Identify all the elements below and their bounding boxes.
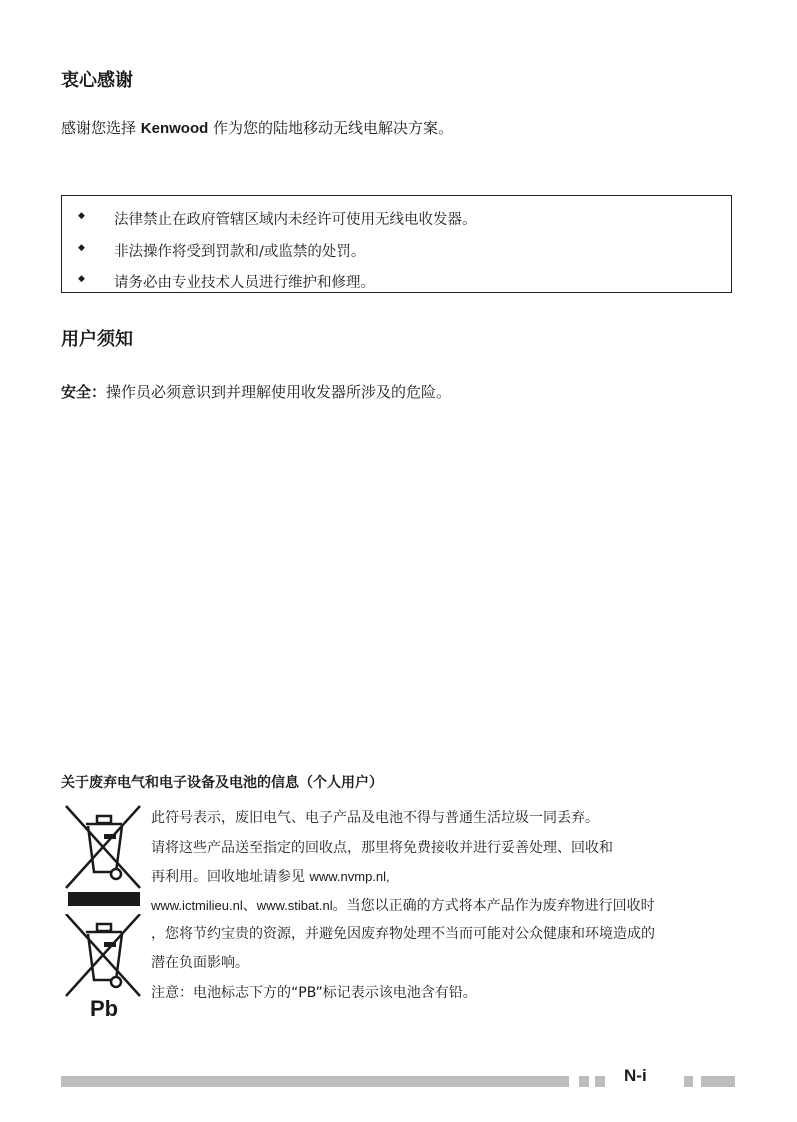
thanks-text-before: 感谢您选择 — [61, 119, 141, 137]
safety-body: 操作员必须意识到并理解使用收发器所涉及的危险。 — [106, 383, 452, 401]
footer-bar-segment — [579, 1076, 589, 1087]
notice-text: 请务必由专业技术人员进行维护和修理。 — [114, 275, 375, 291]
brand-name: Kenwood — [140, 120, 209, 137]
recycling-url-stibat: www.stibat.nl — [256, 898, 333, 913]
pb-label: Pb — [89, 996, 119, 1020]
weee-line: 请将这些产品送至指定的回收点，那里将免费接收并进行妥善处理、回收和 — [151, 840, 613, 856]
weee-line: 潜在负面影响。 — [151, 955, 249, 971]
url-separator: 、 — [242, 898, 257, 914]
recycling-url-nvmp: www.nvmp.nl, — [309, 869, 390, 884]
thanks-text-after: 作为您的陆地移动无线电解决方案。 — [208, 119, 454, 137]
notice-text: 法律禁止在政府管辖区域内未经许可使用无线电收发器。 — [114, 212, 477, 228]
weee-line: ，您将节约宝贵的资源，并避免因废弃物处理不当而可能对公众健康和环境造成的 — [151, 926, 655, 942]
thanks-text — [61, 117, 453, 138]
crossed-out-bin-icon — [64, 804, 144, 910]
footer-bar — [61, 1076, 569, 1087]
safety-text — [61, 381, 451, 402]
legal-notice-box — [61, 195, 732, 293]
page-number: N-i — [624, 1066, 647, 1085]
footer-bar-segment — [595, 1076, 605, 1087]
notice-text: 非法操作将受到罚款和/或监禁的处罚。 — [114, 244, 366, 260]
weee-line — [151, 866, 390, 886]
weee-line: 此符号表示，废旧电气、电子产品及电池不得与普通生活垃圾一同丢弃。 — [151, 810, 599, 826]
footer-bar-end — [701, 1076, 735, 1087]
footer-bar-segment — [684, 1076, 693, 1087]
diamond-bullet-icon: ◆ — [78, 243, 85, 253]
diamond-bullet-icon: ◆ — [78, 211, 85, 221]
weee-title: 关于废弃电气和电子设备及电池的信息（个人用户） — [61, 775, 383, 791]
weee-line-text: 。当您以正确的方式将本产品作为废弃物进行回收时 — [332, 898, 655, 914]
crossed-out-bin-pb-icon — [64, 914, 144, 1020]
weee-line-text: 再利用。回收地址请参见 — [151, 869, 310, 885]
safety-label: 安全： — [61, 383, 107, 401]
diamond-bullet-icon: ◆ — [78, 274, 85, 284]
thanks-heading: 衷心感谢 — [61, 70, 133, 91]
user-info-heading: 用户须知 — [61, 329, 133, 350]
battery-lead-note: 注意：电池标志下方的“PB”标记表示该电池含有铅。 — [151, 985, 477, 1001]
recycling-url-ictmilieu: www.ictmilieu.nl — [151, 898, 243, 913]
weee-line — [151, 895, 655, 915]
